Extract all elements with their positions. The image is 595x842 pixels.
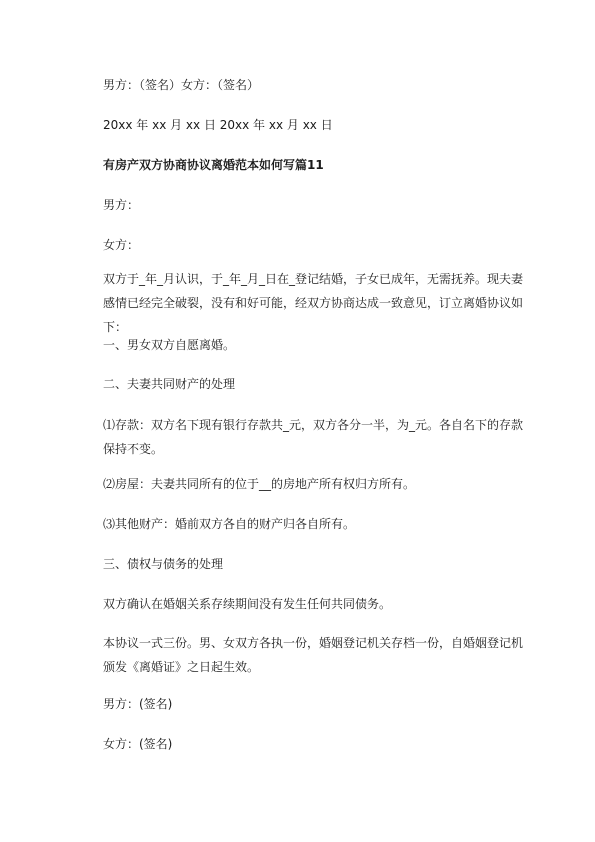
- date-line: 20xx 年 xx 月 xx 日 20xx 年 xx 月 xx 日: [103, 118, 333, 132]
- male-signature: 男方：(签名): [103, 697, 173, 711]
- intro-paragraph: 双方于_年_月认识，于_年_月_日在_登记结婚，子女已成年，无需抚养。现夫妻感情已经完全破裂，没有和好可能，经双方协商达成一致意见，订立离婚协议如下：: [103, 272, 524, 334]
- clause-3-debts: 双方确认在婚姻关系存续期间没有发生任何共同债务。: [103, 597, 392, 611]
- signature-line-top: 男方：（签名）女方：（签名）: [103, 78, 260, 92]
- clause-1: 一、男女双方自愿离婚。: [103, 338, 236, 352]
- section-title: 有房产双方协商协议离婚范本如何写篇11: [103, 158, 324, 172]
- female-party-label: 女方：: [103, 238, 140, 252]
- clause-2-heading: 二、夫妻共同财产的处理: [103, 377, 236, 391]
- clause-3-heading: 三、债权与债务的处理: [103, 557, 224, 571]
- clause-2-house: ⑵房屋：夫妻共同所有的位于__的房地产所有权归方所有。: [103, 477, 416, 491]
- agreement-copies-paragraph: 本协议一式三份。男、女双方各执一份，婚姻登记机关存档一份，自婚姻登记机颁发《离婚证》之日起生效。: [103, 636, 524, 674]
- clause-2-savings: ⑴存款：双方名下现有银行存款共_元，双方各分一半，为_元。各自名下的存款保持不变。: [103, 418, 524, 456]
- clause-2-other-property: ⑶其他财产：婚前双方各自的财产归各自所有。: [103, 517, 356, 531]
- female-signature: 女方：(签名): [103, 737, 173, 751]
- male-party-label: 男方：: [103, 198, 140, 212]
